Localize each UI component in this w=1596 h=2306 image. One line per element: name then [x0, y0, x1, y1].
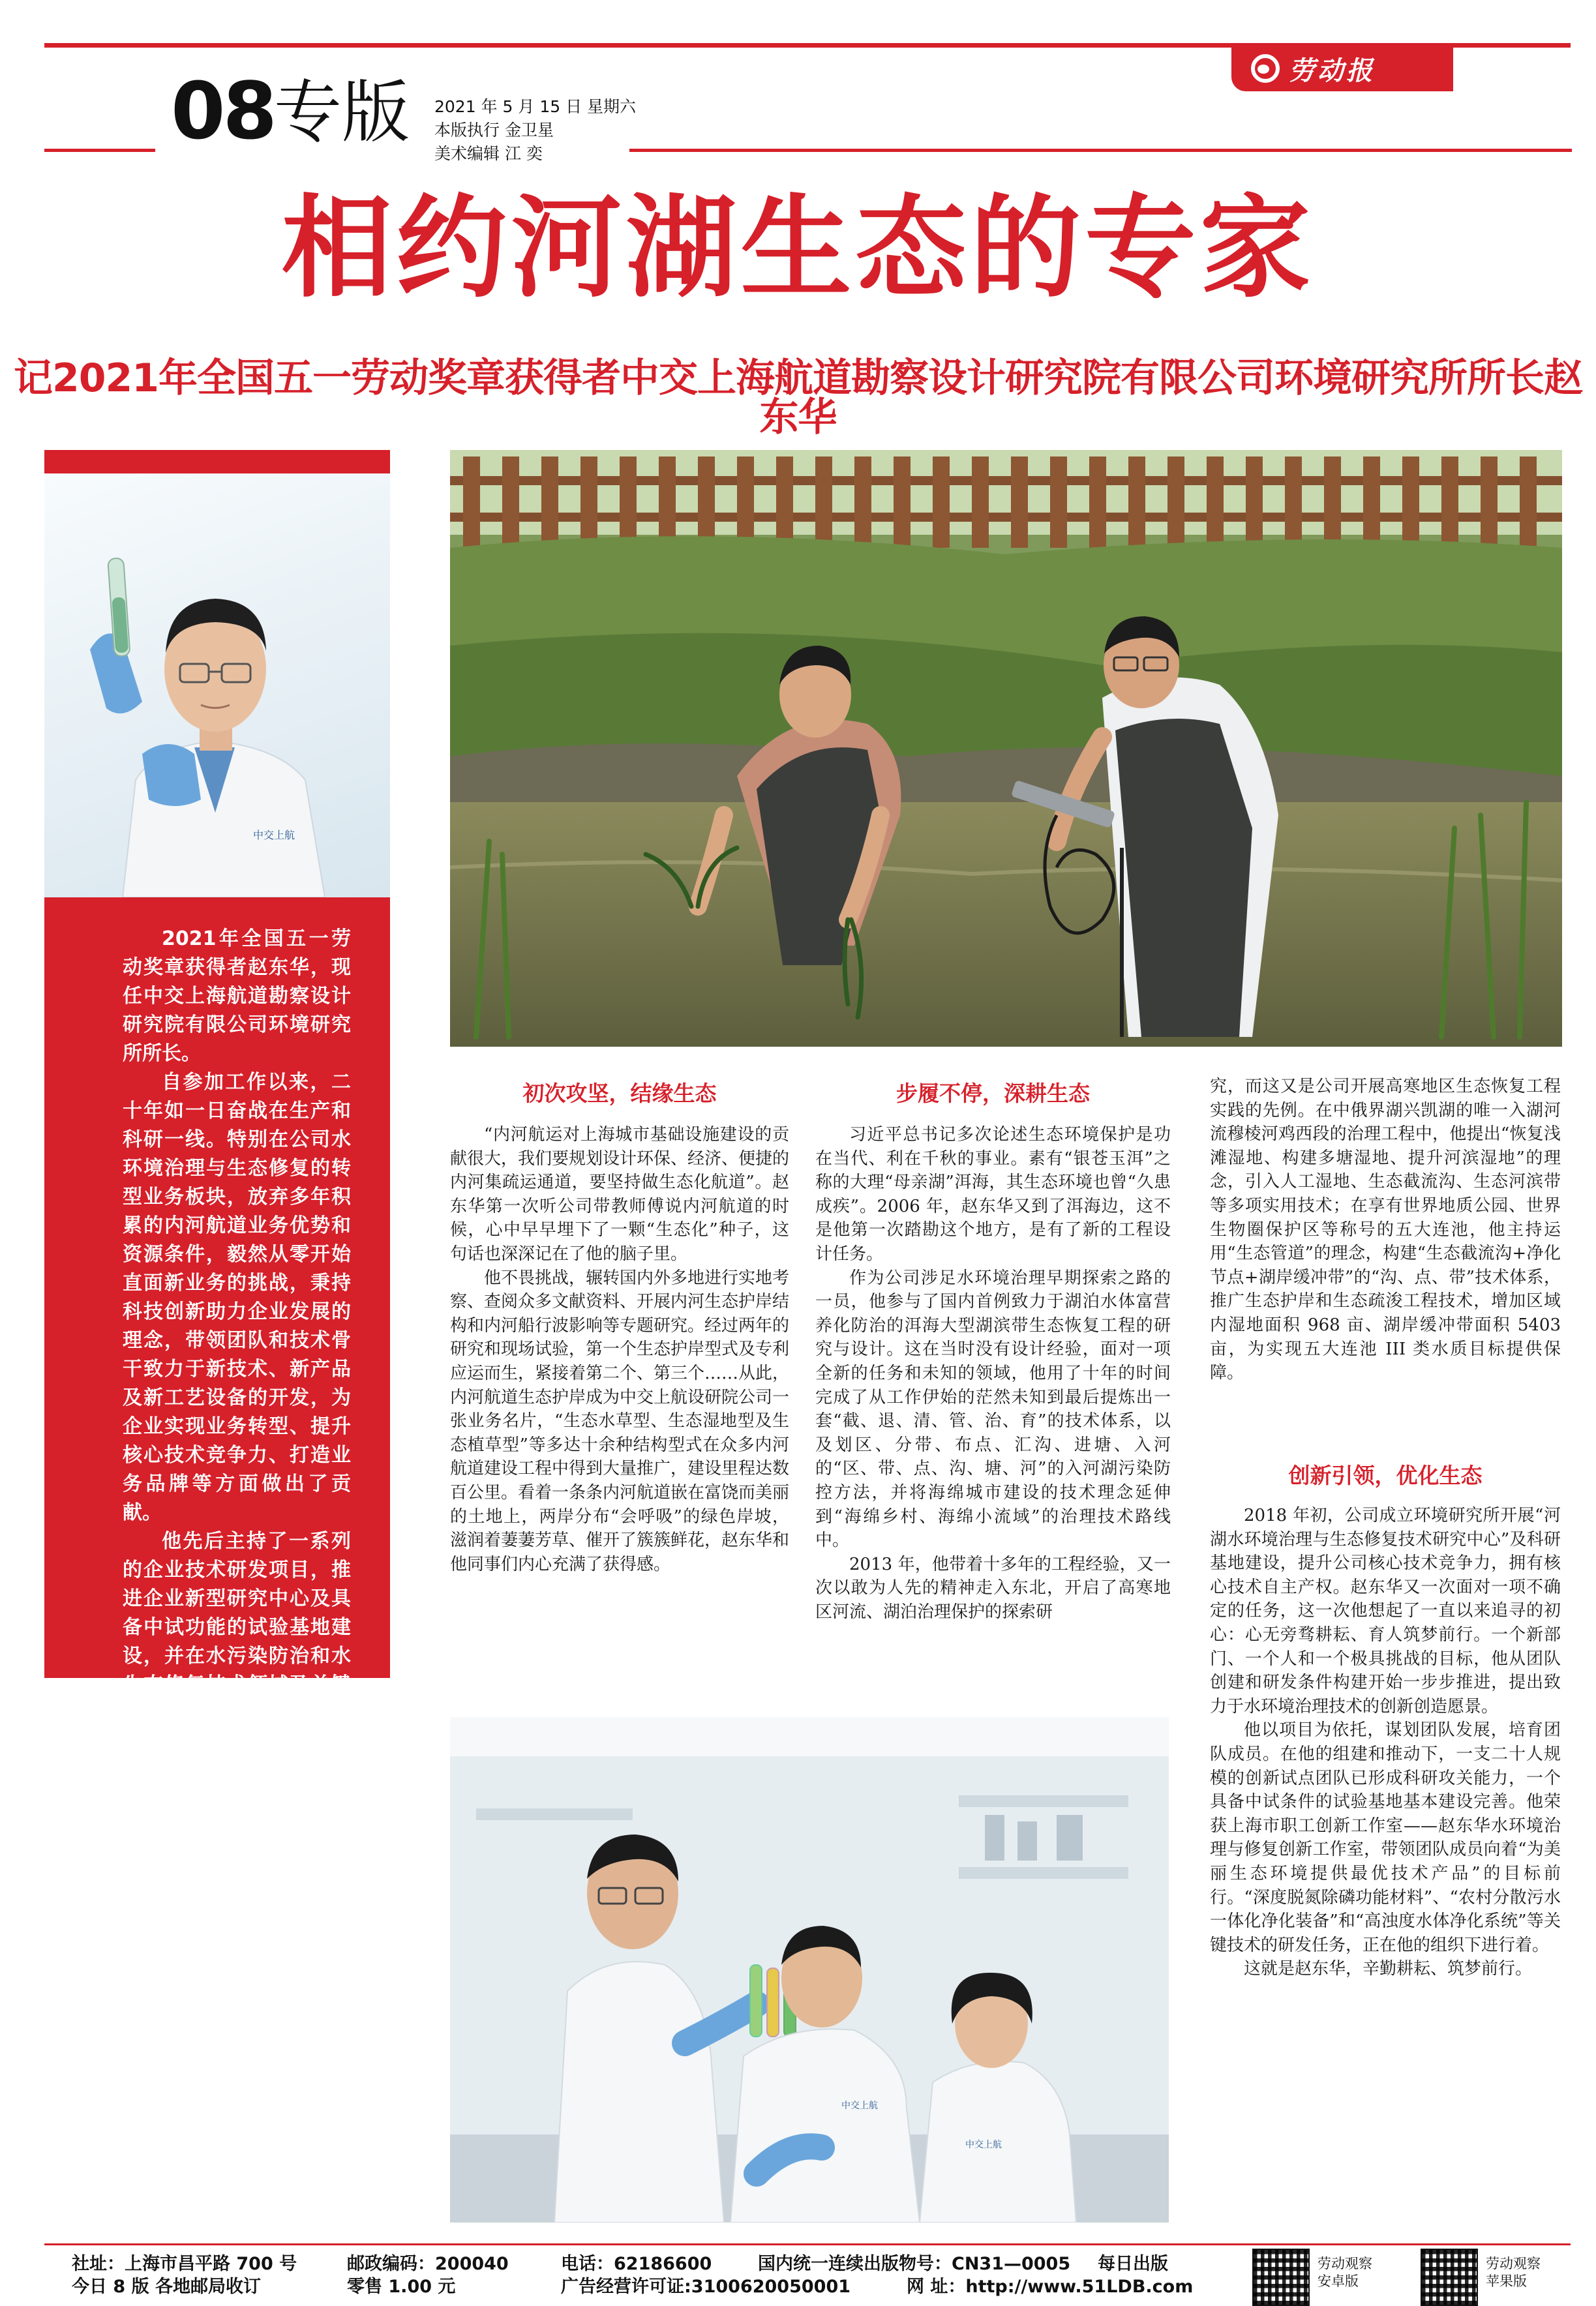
app-label-android	[1317, 2255, 1372, 2290]
article-paragraph: 2013 年，他带着十多年的工程经验，又一次以敢为人先的精神走入东北，开启了高寒地区河流、湖泊治理保护的探索研	[815, 1554, 1171, 1622]
left-column-bar	[44, 450, 390, 473]
article-paragraph: 他不畏挑战，辗转国内外多地进行实地考察、查阅众多文献资料、开展内河生态护岸结构和内河船行波影响等专题研究。经过两年的研究和现场试验，第一个生态护岸型式及专利应运而生，紧接着第二个、第三个……从此，内河航道生态护岸成为中交上航设研院公司一张业务名片，“生态水草型、生态湿地型及生态植草型”等多达十余种结构型式在众多内河航道建设工程中得到大量推广，建设里程达数百公里。看着一条条内河航道嵌在富饶而美丽的土地上，两岸分布“会呼吸”的绿色岸坡，滋润着萋萋芳草、催开了簇簇鲜花，赵东华和他同事们内心充满了获得感。	[450, 1268, 790, 1574]
intro-paragraph: 自参加工作以来，二十年如一日奋战在生产和科研一线。特别在公司水环境治理与生态修复的转型业务板块，放弃多年积累的内河航道业务优势和资源条件，毅然从零开始直面新业务的挑战，秉持科技创新助力企业发展的理念，带领团队和技术骨干致力于新技术、新产品及新工艺设备的开发，为企业实现业务转型、提升核心技术竞争力、打造业务品牌等方面做出了贡献。	[123, 1071, 351, 1524]
wetland-field-photo	[450, 450, 1562, 1047]
article-paragraph-continued: 究，而这又是公司开展高寒地区生态恢复工程实践的先例。在中俄界湖兴凯湖的唯一入湖河流穆棱河鸡西段的治理工程中，他提出“恢复浅滩湿地、构建多塘湿地、提升河滨湿地”的理念，引入人工湿地、生态截流沟、生态河滨带等多项实用技术；在享有世界地质公园、世界生物圈保护区等称号的五大连池，他主持运用“生态管道”的理念，构建“生态截流沟+净化节点+湖岸缓冲带”的“沟、点、带”技术体系，推广生态护岸和生态疏浚工程技术，增加区域内湿地面积 968 亩、湖岸缓冲带面积 5403 亩，为实现五大连池 III 类水质目标提供保障。	[1210, 1077, 1561, 1383]
page-meta	[434, 95, 636, 166]
headline: 相约河湖生态的专家	[281, 183, 1315, 313]
intro-paragraph: 他先后主持了一系列的企业技术研发项目，推进企业新型研究中心及具备中试功能的试验基地建设，并在水污染防治和水生态修复技术领域及关键环节取得多项新进展，进一步提升了企业的科研硬实力和配套软实力，始终用实际行动书写对生态疏浚事业发展的无限热爱与忠诚。	[123, 1530, 351, 1868]
laboratory-photo	[450, 1717, 1169, 2223]
art-editor: 美术编辑 江 奕	[434, 144, 543, 163]
header-left-rule	[44, 149, 155, 152]
portrait-illustration	[44, 473, 390, 897]
footer-rule	[44, 2243, 1571, 2245]
article-paragraph: 习近平总书记多次论述生态环境保护是功在当代、利在千秋的事业。素有“银苍玉洱”之称的大理“母亲湖”洱海，其生态环境也曾“久患成疾”。2006 年，赵东华又到了洱海边，这不是他第一次踏勘这个地方，是有了新的工程设计任务。	[815, 1125, 1171, 1264]
article-paragraph: 这就是赵东华，辛勤耕耘、筑梦前行。	[1244, 1959, 1533, 1979]
newspaper-logo	[1231, 46, 1453, 91]
footer-pages: 今日 8 版 各地邮局收订	[72, 2277, 261, 2297]
portrait-badge: 中交上航	[253, 830, 295, 841]
logo-icon	[1251, 54, 1280, 83]
footer-website[interactable]: 网 址：http://www.51LDB.com	[907, 2277, 1194, 2297]
subheadline: 记2021年全国五一劳动奖章获得者中交上海航道勘察设计研究院有限公司环境研究所所长赵东华	[14, 355, 1582, 440]
wetland-illustration	[450, 450, 1562, 1047]
article-paragraph: “内河航运对上海城市基础设施建设的贡献很大，我们要规划设计环保、经济、便捷的内河集疏运通道，要坚持做生态化航道”。赵东华第一次听公司带教师傅说内河航道的时候，心中早早埋下了一颗“生态化”种子，这句话也深深记在了他的脑子里。	[450, 1125, 790, 1264]
app-label-ios	[1486, 2255, 1541, 2290]
qr-code-ios[interactable]	[1421, 2249, 1478, 2306]
section-heading: 创新引领，优化生态	[1288, 1463, 1483, 1488]
app-platform: 安卓版	[1317, 2273, 1359, 2289]
issue-date: 2021 年 5 月 15 日 星期六	[434, 97, 637, 116]
footer-daily: 每日出版	[1098, 2254, 1168, 2274]
page-section: 专版	[274, 72, 410, 152]
lab-badge-2: 中交上航	[965, 2139, 1002, 2149]
article-paragraph: 作为公司涉足水环境治理早期探索之路的一员，他参与了国内首例致力于湖泊水体富营养化防治的洱海大型湖滨带生态恢复工程的研究与设计。这在当时没有设计经验，面对一项全新的任务和未知的领域，他用了十年的时间完成了从工作伊始的茫然未知到最后提炼出一套“截、退、清、管、治、育”的技术体系，以及划区、分带、布点、汇沟、进塘、入河的“区、带、点、沟、塘、河”的入河湖污染防控方法，并将海绵城市建设的技术理念延伸到“海绵乡村、海绵小流域”的治理技术路线中。	[815, 1268, 1171, 1551]
article-paragraph: 2018 年初，公司成立环境研究所开展“河湖水环境治理与生态修复技术研究中心”及科研基地建设，提升公司核心技术竞争力，拥有核心技术自主产权。赵东华又一次面对一项不确定的任务，这一次他想起了一直以来追寻的初心：心无旁骛耕耘、育人筑梦前行。一个新部门、一个人和一个极具挑战的目标，他从团队创建和研发条件构建开始一步步推进，提出致力于水环境治理技术的创新创造愿景。	[1210, 1506, 1561, 1716]
footer-phone: 电话：62186600	[561, 2254, 712, 2274]
intro-paragraph: 2021年全国五一劳动奖章获得者赵东华，现任中交上海航道勘察设计研究院有限公司环境研究所所长。	[123, 927, 351, 1065]
section-heading: 初次攻坚，结缘生态	[522, 1081, 717, 1106]
footer-cn-number: 国内统一连续出版物号：CN31—0005	[758, 2254, 1071, 2274]
footer-postcode: 邮政编码：200040	[347, 2254, 509, 2274]
intro-box	[44, 897, 390, 1868]
page-number: 08	[171, 67, 275, 157]
app-name: 劳动观察	[1486, 2256, 1541, 2271]
app-name: 劳动观察	[1317, 2256, 1372, 2271]
portrait-photo	[44, 473, 390, 897]
logo-text: 劳动报	[1289, 55, 1375, 86]
footer-ad-license: 广告经营许可证:3100620050001	[561, 2277, 851, 2297]
footer-price: 零售 1.00 元	[347, 2277, 456, 2297]
article-column-2	[815, 1123, 1171, 1624]
laboratory-illustration	[450, 1717, 1169, 2223]
article-paragraph: 他以项目为依托，谋划团队发展，培育团队成员。在他的组建和推动下，一支二十人规模的创新试点团队已形成科研攻关能力，一个具备中试条件的试验基地基本建设完善。他荣获上海市职工创新工作室——赵东华水环境治理与修复创新工作室，带领团队成员向着“为美丽生态环境提供最优技术产品”的目标前行。“深度脱氮除磷功能材料”、“农村分散污水一体化净化装备”和“高浊度水体净化系统”等关键技术的研发任务，正在他的组织下进行着。	[1210, 1720, 1561, 1955]
footer-address: 社址：上海市昌平路 700 号	[72, 2254, 297, 2274]
lab-badge-1: 中交上航	[841, 2100, 878, 2110]
article-column-1	[450, 1123, 789, 1576]
section-heading: 步履不停，深耕生态	[896, 1081, 1090, 1106]
article-column-3-bottom	[1210, 1504, 1561, 1981]
page-editor: 本版执行 金卫星	[434, 121, 554, 140]
qr-code-android[interactable]	[1252, 2249, 1310, 2306]
app-platform: 苹果版	[1486, 2273, 1527, 2289]
article-column-3-top	[1210, 1075, 1561, 1385]
header-right-rule	[629, 149, 1572, 152]
